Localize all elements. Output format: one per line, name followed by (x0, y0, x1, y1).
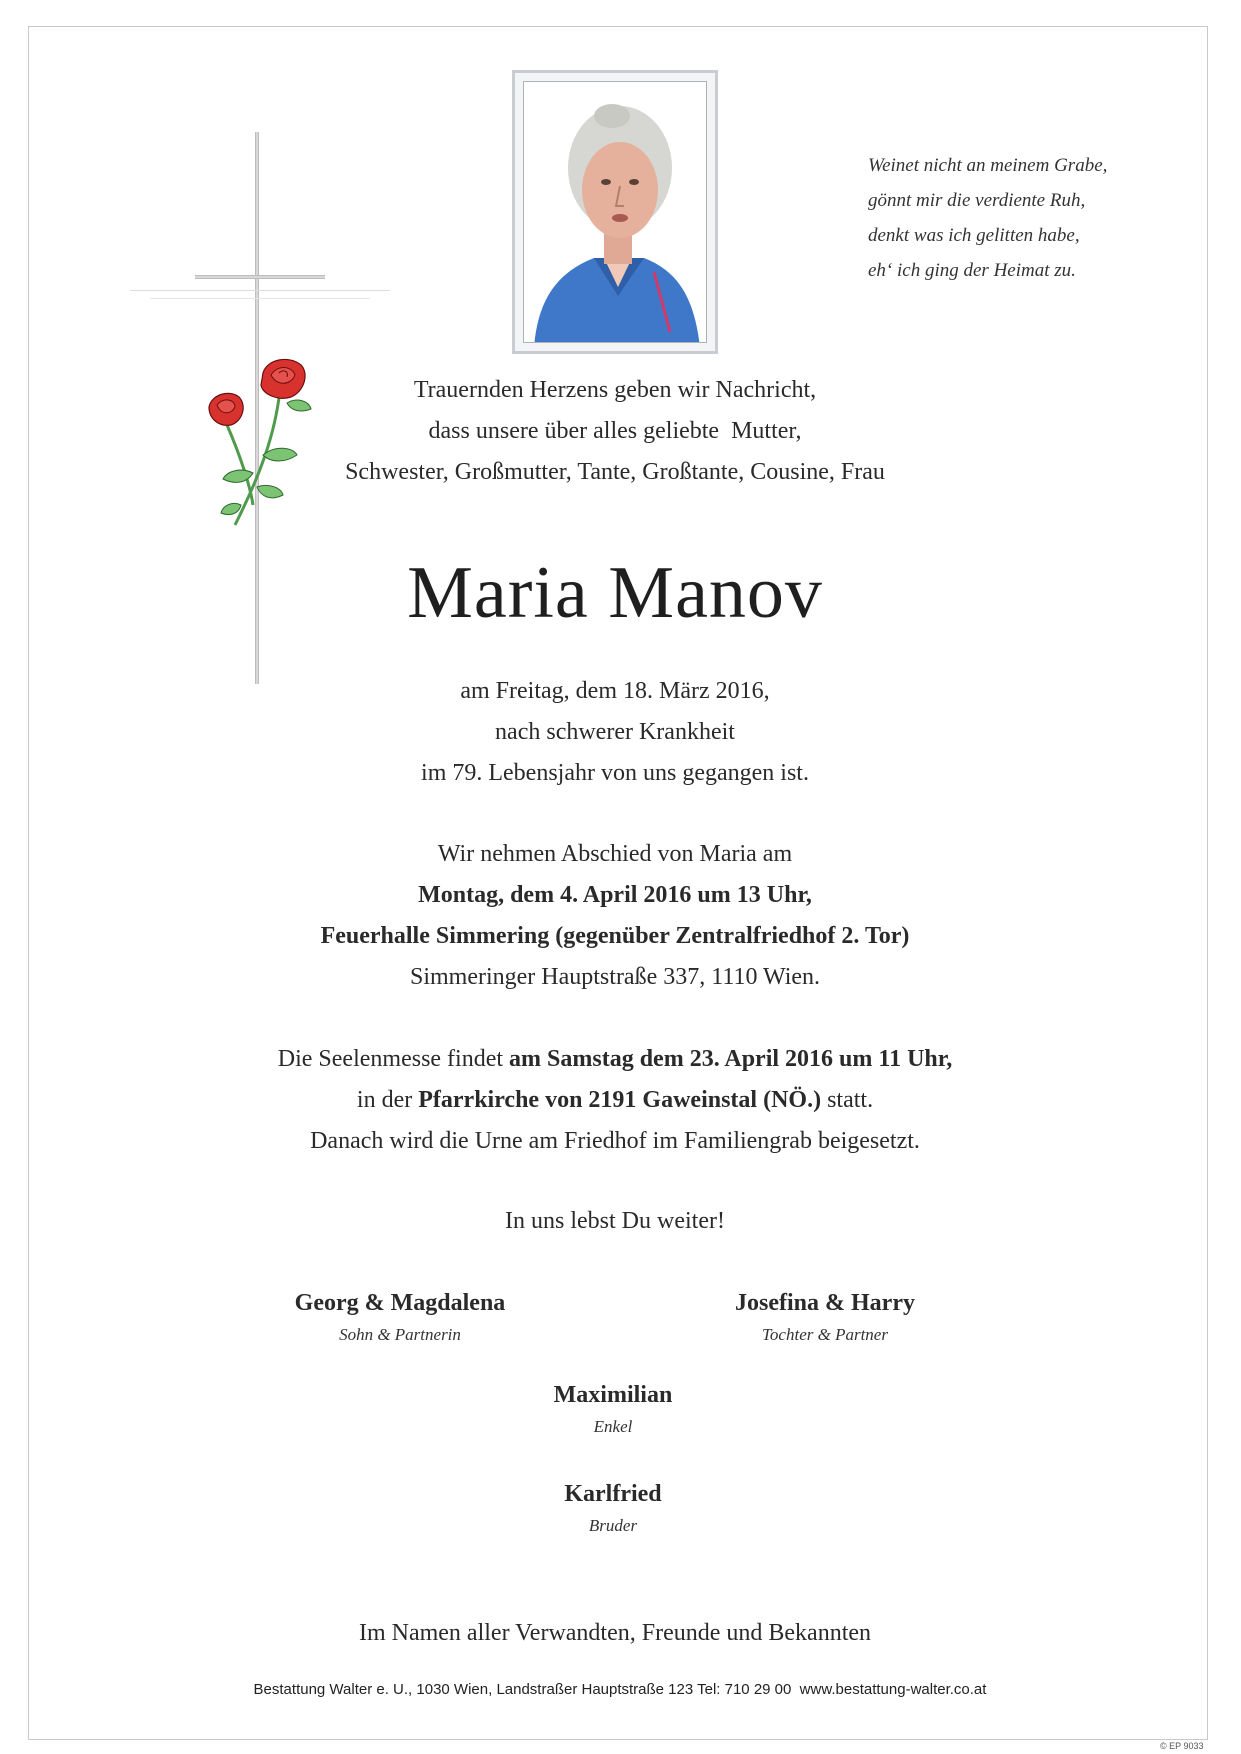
portrait-illustration (524, 82, 707, 343)
mass-church: Pfarrkirche von 2191 Gaweinstal (NÖ.) (418, 1087, 822, 1113)
portrait-frame (512, 70, 718, 354)
mass-text: statt. (821, 1087, 874, 1113)
mourner-name: Maximilian (553, 1382, 673, 1408)
mourner-role: Sohn & Partnerin (339, 1325, 461, 1344)
mourner-role: Bruder (588, 1516, 638, 1535)
mourner-name: Josefina & Harry (735, 1290, 915, 1316)
mourner-name: Karlfried (564, 1481, 662, 1507)
poem-line: gönnt mir die verdiente Ruh, (868, 190, 1086, 211)
mourner (665, 1286, 985, 1350)
poem-line: eh‘ ich ging der Heimat zu. (868, 260, 1076, 281)
mourner (453, 1378, 773, 1442)
signoff: Im Namen aller Verwandten, Freunde und Bekannten (358, 1620, 872, 1646)
death-line: nach schwerer Krankheit (495, 719, 735, 745)
intro-line: Schwester, Großmutter, Tante, Großtante, Cousine, Frau (345, 459, 885, 485)
mourner-role: Enkel (593, 1417, 633, 1436)
mass-text: Die Seelenmesse findet (277, 1046, 510, 1072)
farewell-address: Simmeringer Hauptstraße 337, 1110 Wien. (409, 964, 821, 990)
cross-horizontal-beam (195, 275, 325, 279)
closing-phrase: In uns lebst Du weiter! (505, 1208, 725, 1234)
deceased-name: Maria Manov (407, 552, 823, 634)
death-line: am Freitag, dem 18. März 2016, (460, 678, 770, 704)
mass-line (200, 1039, 1030, 1080)
mourner-name: Georg & Magdalena (294, 1290, 506, 1316)
portrait-photo (523, 81, 707, 343)
intro-line: Trauernden Herzens geben wir Nachricht, (413, 377, 817, 403)
death-details (240, 671, 990, 794)
mourner (240, 1286, 560, 1350)
mass-text: in der (356, 1087, 419, 1113)
document-code: © EP 9033 (1160, 1741, 1204, 1751)
announcement-intro (240, 370, 990, 493)
mourner (453, 1477, 773, 1541)
poem (868, 148, 1158, 288)
farewell-date: Montag, dem 4. April 2016 um 13 Uhr, (418, 882, 812, 908)
mass-date: am Samstag dem 23. April 2016 um 11 Uhr, (509, 1046, 953, 1072)
mass-line (200, 1080, 1030, 1121)
farewell-details (240, 834, 990, 998)
mass-line: Danach wird die Urne am Friedhof im Familiengrab beigesetzt. (310, 1128, 920, 1154)
mourner-role: Tochter & Partner (762, 1325, 888, 1344)
intro-line: dass unsere über alles geliebte Mutter, (428, 418, 802, 444)
farewell-line: Wir nehmen Abschied von Maria am (437, 841, 793, 867)
cross-shadow-line (150, 298, 370, 299)
cross-shadow-line (130, 290, 390, 291)
funeral-home-footer: Bestattung Walter e. U., 1030 Wien, Landstraßer Hauptstraße 123 Tel: 710 29 00 www.bestattung-walter.co.at (253, 1681, 987, 1698)
mass-details (200, 1039, 1030, 1162)
death-line: im 79. Lebensjahr von uns gegangen ist. (421, 760, 809, 786)
poem-line: Weinet nicht an meinem Grabe, (868, 155, 1108, 176)
poem-line: denkt was ich gelitten habe, (868, 225, 1080, 246)
farewell-location: Feuerhalle Simmering (gegenüber Zentralfriedhof 2. Tor) (320, 923, 910, 949)
